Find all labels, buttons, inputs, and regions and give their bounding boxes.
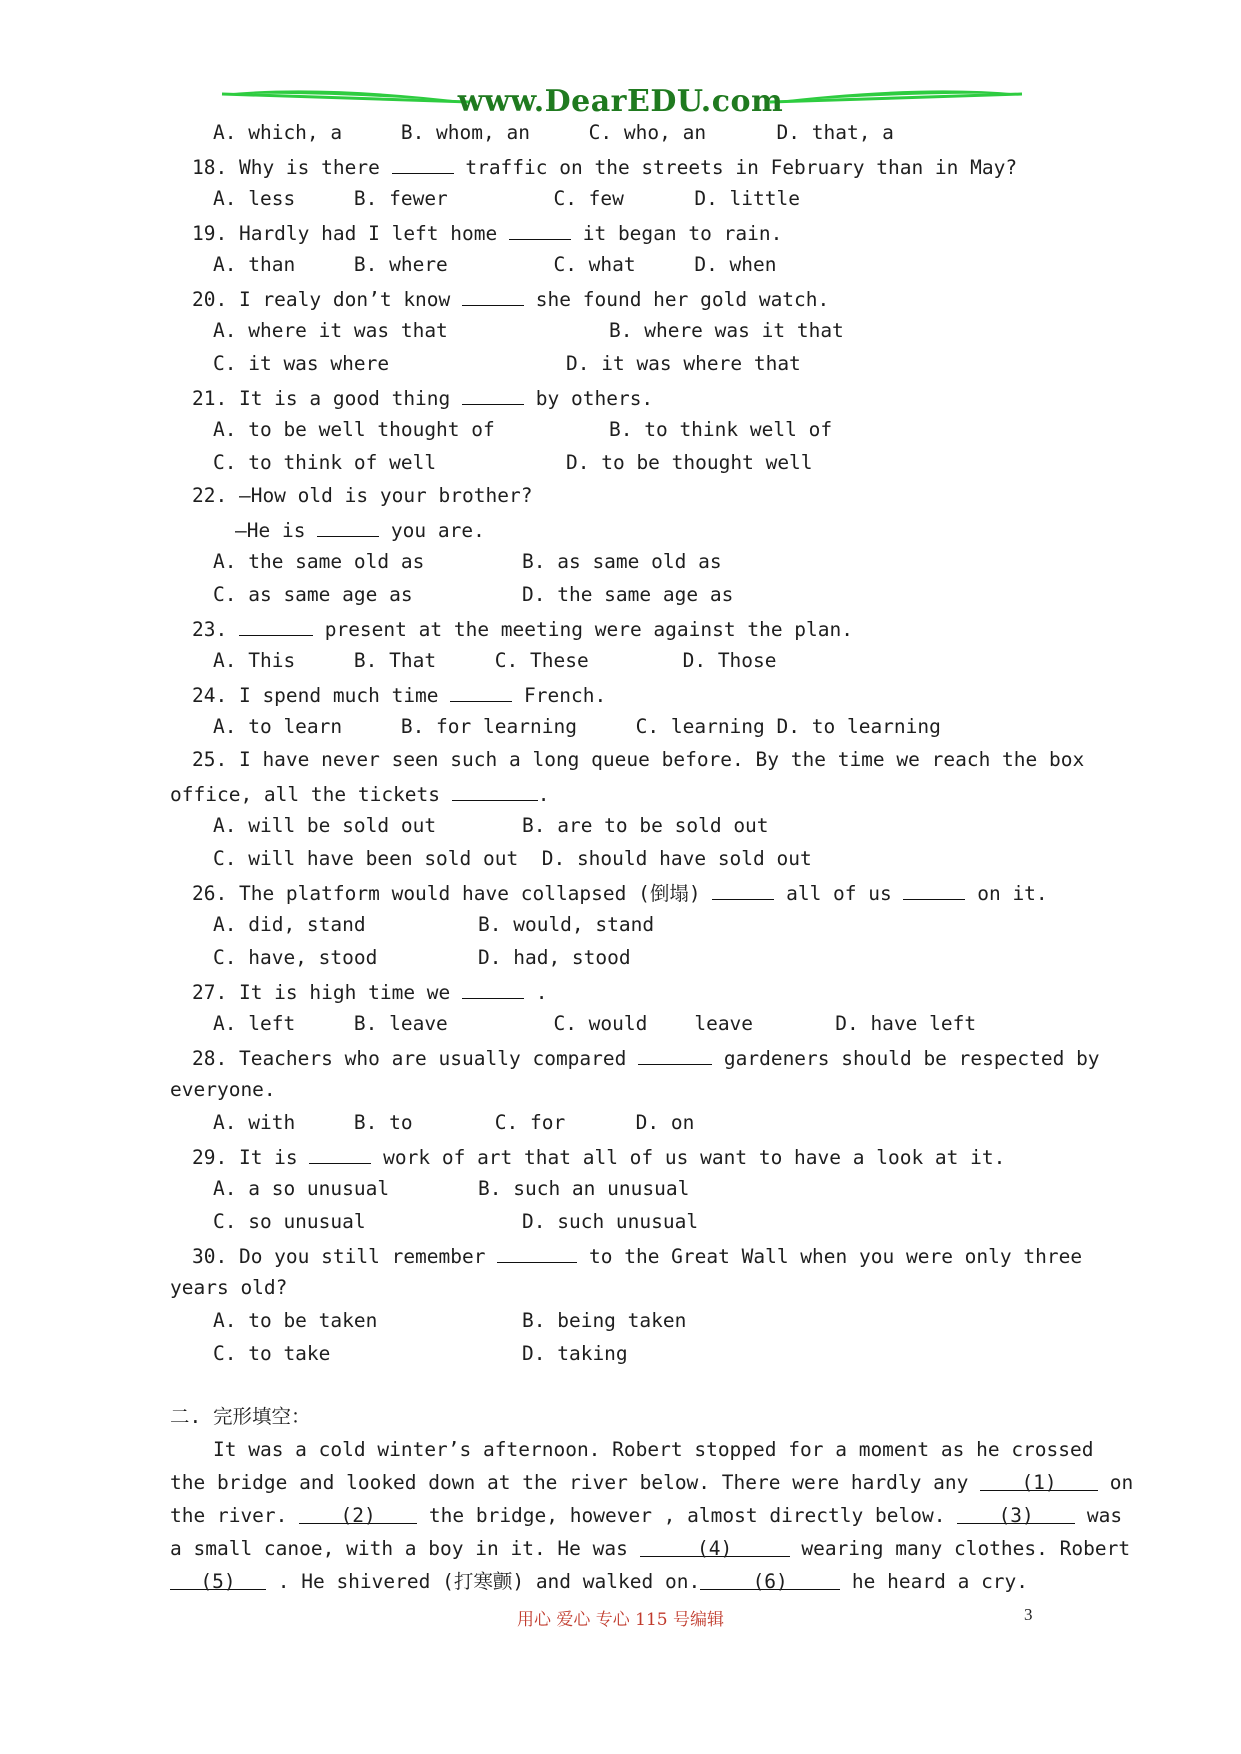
answer-blank — [638, 1045, 712, 1065]
option-30c: C. to take — [213, 1342, 331, 1365]
option-21a: A. to be well thought of — [213, 418, 495, 441]
options-27: A. left B. leave C. would leave D. have left — [213, 1012, 977, 1035]
option-29c: C. so unusual — [213, 1210, 366, 1233]
question-23: 23. present at the meeting were against the plan. — [192, 618, 854, 641]
question-25: 25. I have never seen such a long queue before. By the time we reach the box — [192, 748, 1085, 771]
options-25cd: C. will have been sold out D. should have sold out — [213, 847, 812, 870]
option-26c: C. have, stood — [213, 946, 378, 969]
option-21b: B. to think well of — [609, 418, 833, 441]
options-18: A. less B. fewer C. few D. little — [213, 187, 800, 210]
section-heading: 二. 完形填空： — [170, 1405, 311, 1428]
cloze-blank-4: (4) — [640, 1537, 790, 1557]
passage-line-5: (5) . He shivered (打寒颤) and walked on. (6) he heard a cry. — [170, 1570, 1028, 1594]
answer-blank — [452, 781, 538, 801]
options-28: A. with B. to C. for D. on — [213, 1111, 695, 1134]
answer-blank — [497, 1243, 577, 1263]
question-24: 24. I spend much time French. — [192, 684, 607, 707]
option-22a: A. the same old as — [213, 550, 425, 573]
answer-blank — [309, 1144, 371, 1164]
option-25a: A. will be sold out — [213, 814, 437, 837]
option-22b: B. as same old as — [522, 550, 722, 573]
question-28: 28. Teachers who are usually compared gardeners should be respected by — [192, 1047, 1100, 1070]
question-28-cont: everyone. — [170, 1078, 276, 1101]
option-26b: B. would, stand — [478, 913, 655, 936]
question-21: 21. It is a good thing by others. — [192, 387, 654, 410]
option-20c: C. it was where — [213, 352, 390, 375]
cloze-blank-6: (6) — [700, 1570, 840, 1590]
option-20d: D. it was where that — [566, 352, 801, 375]
answer-blank — [239, 616, 313, 636]
cloze-blank-2: (2) — [299, 1504, 417, 1524]
question-30-cont: years old? — [170, 1276, 288, 1299]
option-21c: C. to think of well — [213, 451, 437, 474]
option-26d: D. had, stood — [478, 946, 631, 969]
page-number: 3 — [1024, 1605, 1033, 1624]
question-18: 18. Why is there traffic on the streets in February than in May? — [192, 156, 1018, 179]
option-29a: A. a so unusual — [213, 1177, 390, 1200]
header-logo-banner — [0, 82, 1241, 122]
question-20: 20. I realy don’t know she found her gold watch. — [192, 288, 830, 311]
option-22d: D. the same age as — [522, 583, 734, 606]
question-29: 29. It is work of art that all of us want to have a look at it. — [192, 1146, 1006, 1169]
answer-blank — [317, 517, 379, 537]
options-17: A. which, a B. whom, an C. who, an D. that, a — [213, 121, 894, 144]
option-29b: B. such an unusual — [478, 1177, 690, 1200]
question-26: 26. The platform would have collapsed (倒塌) all of us on it. — [192, 882, 1048, 905]
option-30d: D. taking — [522, 1342, 628, 1365]
answer-blank — [509, 220, 571, 240]
cloze-blank-5: (5) — [170, 1570, 266, 1590]
option-30a: A. to be taken — [213, 1309, 378, 1332]
options-24: A. to learn B. for learning C. learning D. to learning — [213, 715, 941, 738]
passage-line-4: a small canoe, with a boy in it. He was (4) wearing many clothes. Robert — [170, 1537, 1131, 1560]
option-22c: C. as same age as — [213, 583, 413, 606]
answer-blank — [462, 286, 524, 306]
answer-blank — [712, 880, 774, 900]
answer-blank — [462, 979, 524, 999]
options-19: A. than B. where C. what D. when — [213, 253, 777, 276]
question-22: 22. —How old is your brother? — [192, 484, 533, 507]
question-19: 19. Hardly had I left home it began to rain. — [192, 222, 783, 245]
option-26a: A. did, stand — [213, 913, 366, 936]
option-25b: B. are to be sold out — [522, 814, 769, 837]
option-30b: B. being taken — [522, 1309, 687, 1332]
options-23: A. This B. That C. These D. Those — [213, 649, 777, 672]
option-29d: D. such unusual — [522, 1210, 699, 1233]
answer-blank — [450, 682, 512, 702]
footer-credit: 用心 爱心 专心 115 号编辑 — [516, 1610, 725, 1630]
question-22-reply: —He is you are. — [235, 519, 485, 542]
question-27: 27. It is high time we . — [192, 981, 548, 1004]
question-25-cont: office, all the tickets . — [170, 783, 550, 806]
option-20b: B. where was it that — [609, 319, 844, 342]
answer-blank — [903, 880, 965, 900]
answer-blank — [392, 154, 454, 174]
passage-line-1: It was a cold winter’s afternoon. Robert stopped for a moment as he crossed — [213, 1438, 1094, 1461]
passage-line-2: the bridge and looked down at the river below. There were hardly any (1) on — [170, 1471, 1134, 1494]
answer-blank — [462, 385, 524, 405]
option-20a: A. where it was that — [213, 319, 448, 342]
cloze-blank-1: (1) — [980, 1471, 1098, 1491]
option-21d: D. to be thought well — [566, 451, 813, 474]
question-30: 30. Do you still remember to the Great Wall when you were only three — [192, 1245, 1083, 1268]
cloze-blank-3: (3) — [957, 1504, 1075, 1524]
passage-line-3: the river. (2) the bridge, however , almost directly below. (3) was — [170, 1504, 1123, 1527]
site-logo: www.DearEDU.com — [457, 84, 784, 119]
